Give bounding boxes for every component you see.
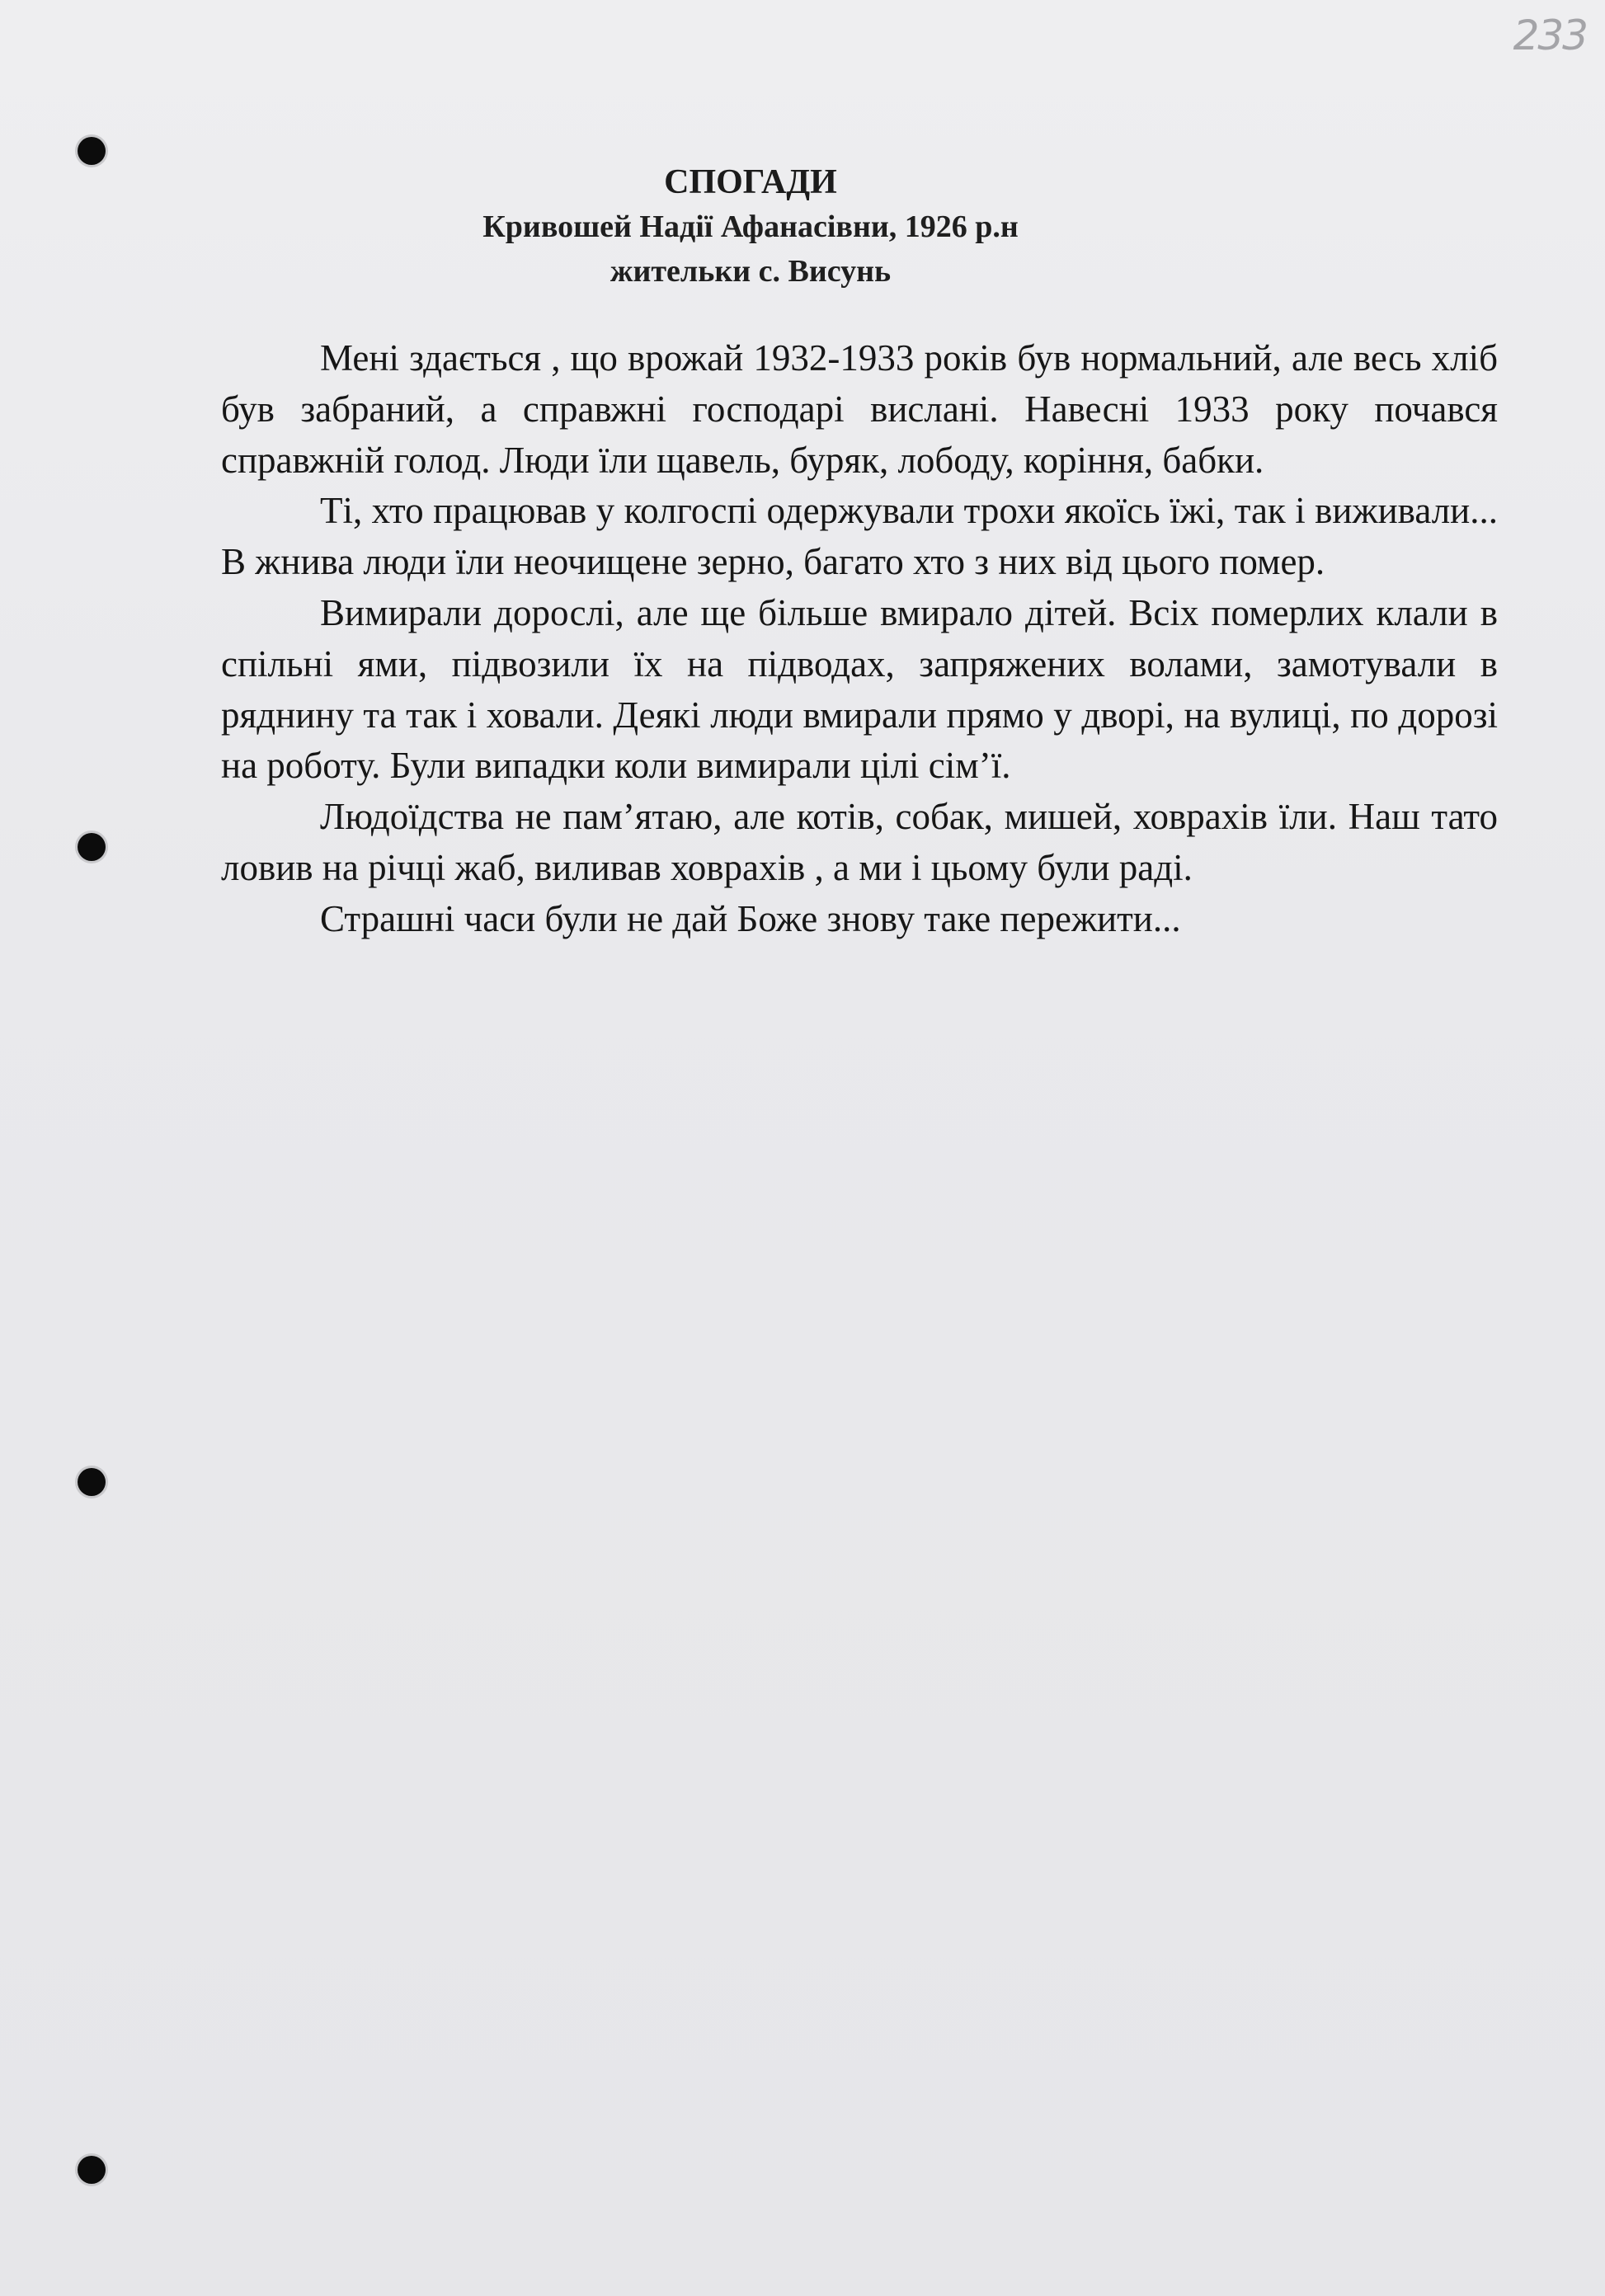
punch-hole [78,2156,106,2184]
paragraph: Страшні часи були не дай Боже знову таке пережити... [320,897,1181,939]
document-header [214,160,1287,294]
paragraph: Вимирали дорослі, але ще більше вмирало дітей. Всіх померлих клали в спільні ями, підвозили їх на підводах, запряжених волами, замотували в ряднину та так і ховали. Деякі люди вмирали прямо у дворі, на вулиці, по дорозі на роботу. Були випадки коли вимирали цілі сім’ї. [221,591,1498,787]
paragraph: Ті, хто працював у колгоспі одержували трохи якоїсь їжі, так і виживали... В жнива люди їли неочищене зерно, багато хто з них від цього помер. [221,490,1498,583]
document-body [221,333,1498,945]
document-title: СПОГАДИ [664,163,837,201]
handwritten-page-number: 233 [1513,12,1587,59]
residence-line: жительки с. Висунь [610,254,892,289]
punch-hole [78,137,106,165]
paragraph: Людоїдства не пам’ятаю, але котів, собак, мишей, ховрахів їли. Наш тато ловив на річці жаб, виливав ховрахів , а ми і цьому були раді. [221,796,1498,888]
paragraph: Мені здається , що врожай 1932-1933 років був нормальний, але весь хліб був забраний, а справжні господарі вислані. Навесні 1933 року почався справжній голод. Люди їли щавель, буряк, лободу, коріння, бабки. [221,337,1498,481]
punch-hole [78,1468,106,1496]
punch-hole [78,833,106,861]
author-line: Кривошей Надії Афанасівни, 1926 р.н [482,209,1019,244]
